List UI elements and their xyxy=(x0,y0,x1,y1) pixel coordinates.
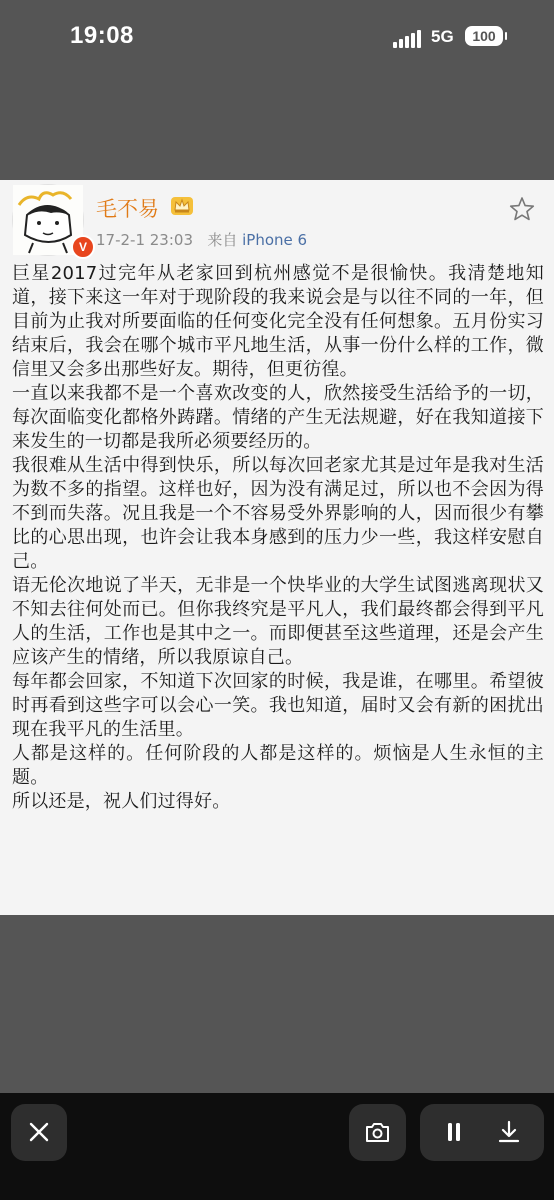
close-icon xyxy=(29,1122,49,1142)
post-meta xyxy=(96,229,307,250)
camera-icon xyxy=(365,1121,390,1143)
post-paragraph: 我很难从生活中得到快乐，所以每次回老家尤其是过年是我对生活为数不多的指望。这样也好，因为没有满足过，所以也不会因为得不到而失落。况且我是一个不容易受外界影响的人，因而很少有攀比的心思出现，也许会让我本身感到的压力少一些，我这样安慰自己。 xyxy=(12,455,544,572)
avatar[interactable] xyxy=(12,184,87,256)
post-paragraph: 语无伦次地说了半天，无非是一个快毕业的大学生试图逃离现状又不知去往何处而已。但你我终究是平凡人，我们最终都会得到平凡人的生活，工作也是其中之一。而即便甚至这些道理，还是会产生应该产生的情绪，所以我原谅自己。 xyxy=(12,575,544,668)
post-paragraph: 每年都会回家，不知道下次回家的时候，我是谁，在哪里。希望彼时再看到这些字可以会心一笑。我也知道，届时又会有新的困扰出现在我平凡的生活里。 xyxy=(12,671,544,740)
post-paragraph: 人都是这样的。任何阶段的人都是这样的。烦恼是人生永恒的主题。 xyxy=(12,743,544,788)
username[interactable]: 毛不易 xyxy=(96,197,159,221)
post-card xyxy=(0,180,554,915)
post-timestamp: 17-2-1 23:03 xyxy=(96,231,193,249)
bottom-toolbar xyxy=(0,1093,554,1200)
network-type: 5G xyxy=(431,27,454,46)
post-source-device[interactable]: iPhone 6 xyxy=(242,231,308,249)
post-paragraph: 所以还是，祝人们过得好。 xyxy=(12,791,231,812)
battery-icon: 100 xyxy=(465,26,503,46)
post-body xyxy=(12,262,544,814)
download-icon[interactable] xyxy=(498,1120,520,1144)
post-paragraph: 一直以来我都不是一个喜欢改变的人，欣然接受生活给予的一切，每次面临变化都格外踌躇。情绪的产生无法规避，好在我知道接下来发生的一切都是我所必须要经历的。 xyxy=(12,383,544,452)
screenshot-button[interactable] xyxy=(349,1104,406,1161)
media-controls xyxy=(420,1104,544,1161)
post-source-prefix: 来自 xyxy=(207,231,238,249)
signal-bars-icon xyxy=(393,30,423,48)
crown-icon xyxy=(170,195,194,217)
verified-badge-icon: V xyxy=(71,235,95,259)
status-time: 19:08 xyxy=(70,22,134,49)
post-paragraph: 巨星2017过完年从老家回到杭州感觉不是很愉快。我清楚地知道，接下来这一年对于现阶段的我来说会是与以往不同的一年，但目前为止我对所要面临的任何变化完全没有任何想象。五月份实习结束后，我会在哪个城市平凡地生活，从事一份什么样的工作，微信里又会多出那些好友。期待，但更彷徨。 xyxy=(12,263,544,380)
status-bar xyxy=(0,0,554,180)
pause-icon[interactable] xyxy=(446,1121,462,1143)
star-outline-icon[interactable] xyxy=(509,196,535,222)
close-button[interactable] xyxy=(11,1104,67,1161)
